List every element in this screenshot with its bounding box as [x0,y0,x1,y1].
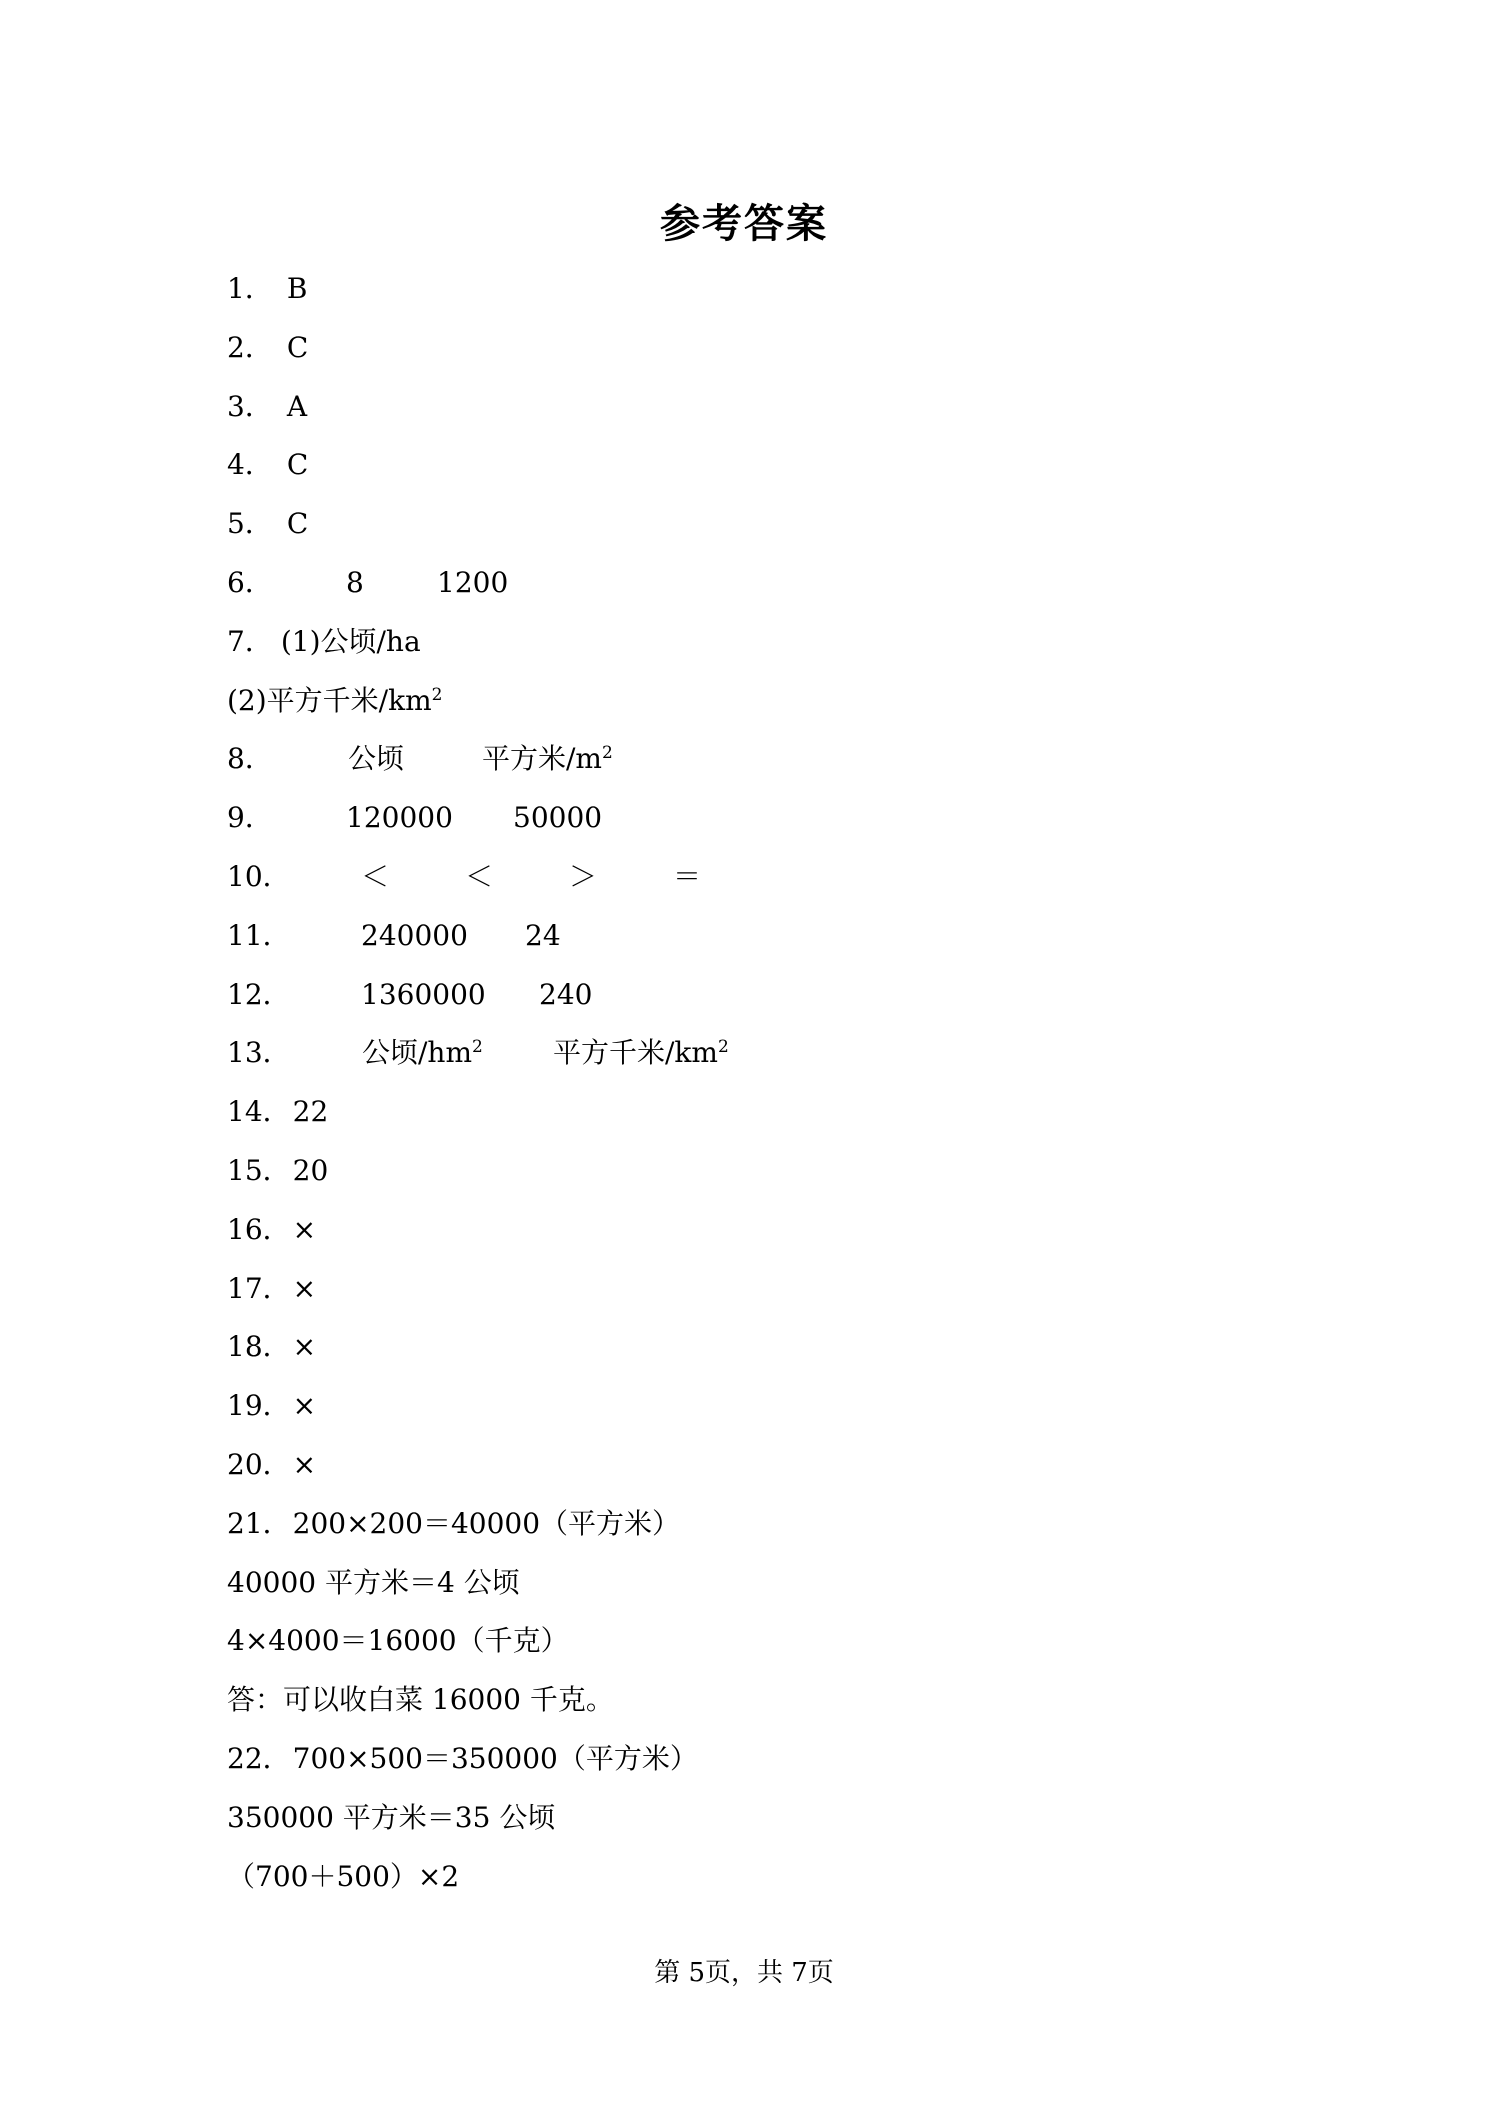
answer-blank-2: 1200 [437,565,509,599]
answer-blank-1: ＜ [361,859,390,893]
answer-15 [227,1150,1327,1209]
answer-value: (1)公顷/ha [280,624,421,658]
answer-21-line-3 [227,1620,1327,1679]
answer-blank-2: 240 [539,977,593,1011]
solution-step: 700×500＝350000（平方米） [292,1741,698,1775]
cross-mark: × [292,1447,317,1481]
answer-8 [227,738,1327,797]
answer-16 [227,1209,1327,1268]
blank-text: 平方米/m [482,742,602,776]
answer-number: 8． [227,742,273,776]
answer-number: 1． [227,272,273,305]
answer-list [227,268,1327,1914]
answer-number: 3． [227,389,273,423]
superscript: 2 [602,743,613,764]
superscript: 2 [717,1037,729,1058]
answer-blank-2: 24 [525,918,561,952]
answer-value: C [286,330,309,364]
answer-22-line-2 [227,1797,1327,1856]
answer-blank-1: 公顷 [348,742,405,776]
answer-22-line-1 [227,1738,1327,1797]
answer-blank-1: 1360000 [361,977,486,1011]
answer-7-part-1 [227,621,1327,680]
answer-value: 20 [292,1153,329,1187]
answer-4 [227,444,1327,503]
page-title: 参考答案 [660,200,828,247]
answer-7-part-2 [227,680,1327,739]
answer-blank-1: 240000 [361,918,468,952]
answer-number: 6． [227,565,273,599]
superscript: 2 [431,684,443,705]
answer-number: 18． [227,1330,291,1364]
answer-blank-2 [553,1032,729,1074]
answer-blank-4: ＝ [673,859,702,893]
answer-number: 13． [227,1036,291,1070]
answer-number: 10． [227,859,291,893]
answer-21-line-2 [227,1562,1327,1621]
answer-22-line-3 [227,1856,1327,1915]
answer-21-line-1 [227,1503,1327,1562]
answer-number: 16． [227,1212,291,1246]
page-footer: 第 5页，共 7页 [654,1958,834,1988]
answer-blank-2 [482,738,613,780]
solution-step: 4×4000＝16000（千克） [227,1624,569,1658]
answer-21-line-4 [227,1679,1327,1738]
answer-value: (2)平方千米/km [227,683,432,717]
answer-blank-1 [362,1032,483,1074]
answer-20 [227,1444,1327,1503]
answer-number: 15． [227,1153,291,1187]
solution-step: 40000 平方米＝4 公顷 [227,1565,520,1599]
answer-17 [227,1268,1327,1327]
answer-blank-1: 120000 [346,801,453,835]
answer-number: 5． [227,507,273,541]
answer-12 [227,974,1327,1033]
answer-blank-2: ＜ [465,859,494,893]
answer-number: 20． [227,1447,291,1481]
answer-9 [227,797,1327,856]
answer-5 [227,503,1327,562]
answer-number: 9． [227,801,273,835]
cross-mark: × [292,1330,317,1364]
answer-11 [227,915,1327,974]
cross-mark: × [292,1271,317,1305]
answer-blank-1: 8 [346,565,364,599]
answer-number: 19． [227,1389,291,1423]
answer-number: 21． [227,1506,291,1540]
answer-10 [227,856,1327,915]
answer-13 [227,1032,1327,1091]
answer-value: 22 [292,1095,329,1129]
blank-text: 公顷/hm [362,1036,473,1070]
answer-number: 12． [227,977,291,1011]
answer-number: 4． [227,448,273,482]
answer-number: 14． [227,1095,291,1129]
solution-answer: 答：可以收白菜 16000 千克。 [227,1683,614,1717]
solution-step: 350000 平方米＝35 公顷 [227,1800,556,1834]
answer-18 [227,1326,1327,1385]
answer-blank-2: 50000 [513,801,603,835]
answer-value: B [286,272,308,305]
cross-mark: × [292,1389,317,1423]
answer-3 [227,386,1327,445]
answer-number: 7． [227,624,273,658]
blank-text: 平方千米/km [553,1036,718,1070]
superscript: 2 [472,1037,483,1058]
answer-6 [227,562,1327,621]
answer-value: C [286,448,309,482]
solution-step: 200×200＝40000（平方米） [292,1506,681,1540]
answer-number: 22． [227,1741,291,1775]
answer-number: 17． [227,1271,291,1305]
answer-number: 2． [227,330,273,364]
answer-value: A [286,389,308,423]
answer-14 [227,1091,1327,1150]
answer-value: C [286,507,309,541]
answer-number: 11． [227,918,291,952]
answer-2 [227,327,1327,386]
cross-mark: × [292,1212,317,1246]
answer-19 [227,1385,1327,1444]
solution-step: （700＋500）×2 [227,1859,460,1893]
answer-1 [227,268,1327,327]
answer-blank-3: ＞ [569,859,598,893]
